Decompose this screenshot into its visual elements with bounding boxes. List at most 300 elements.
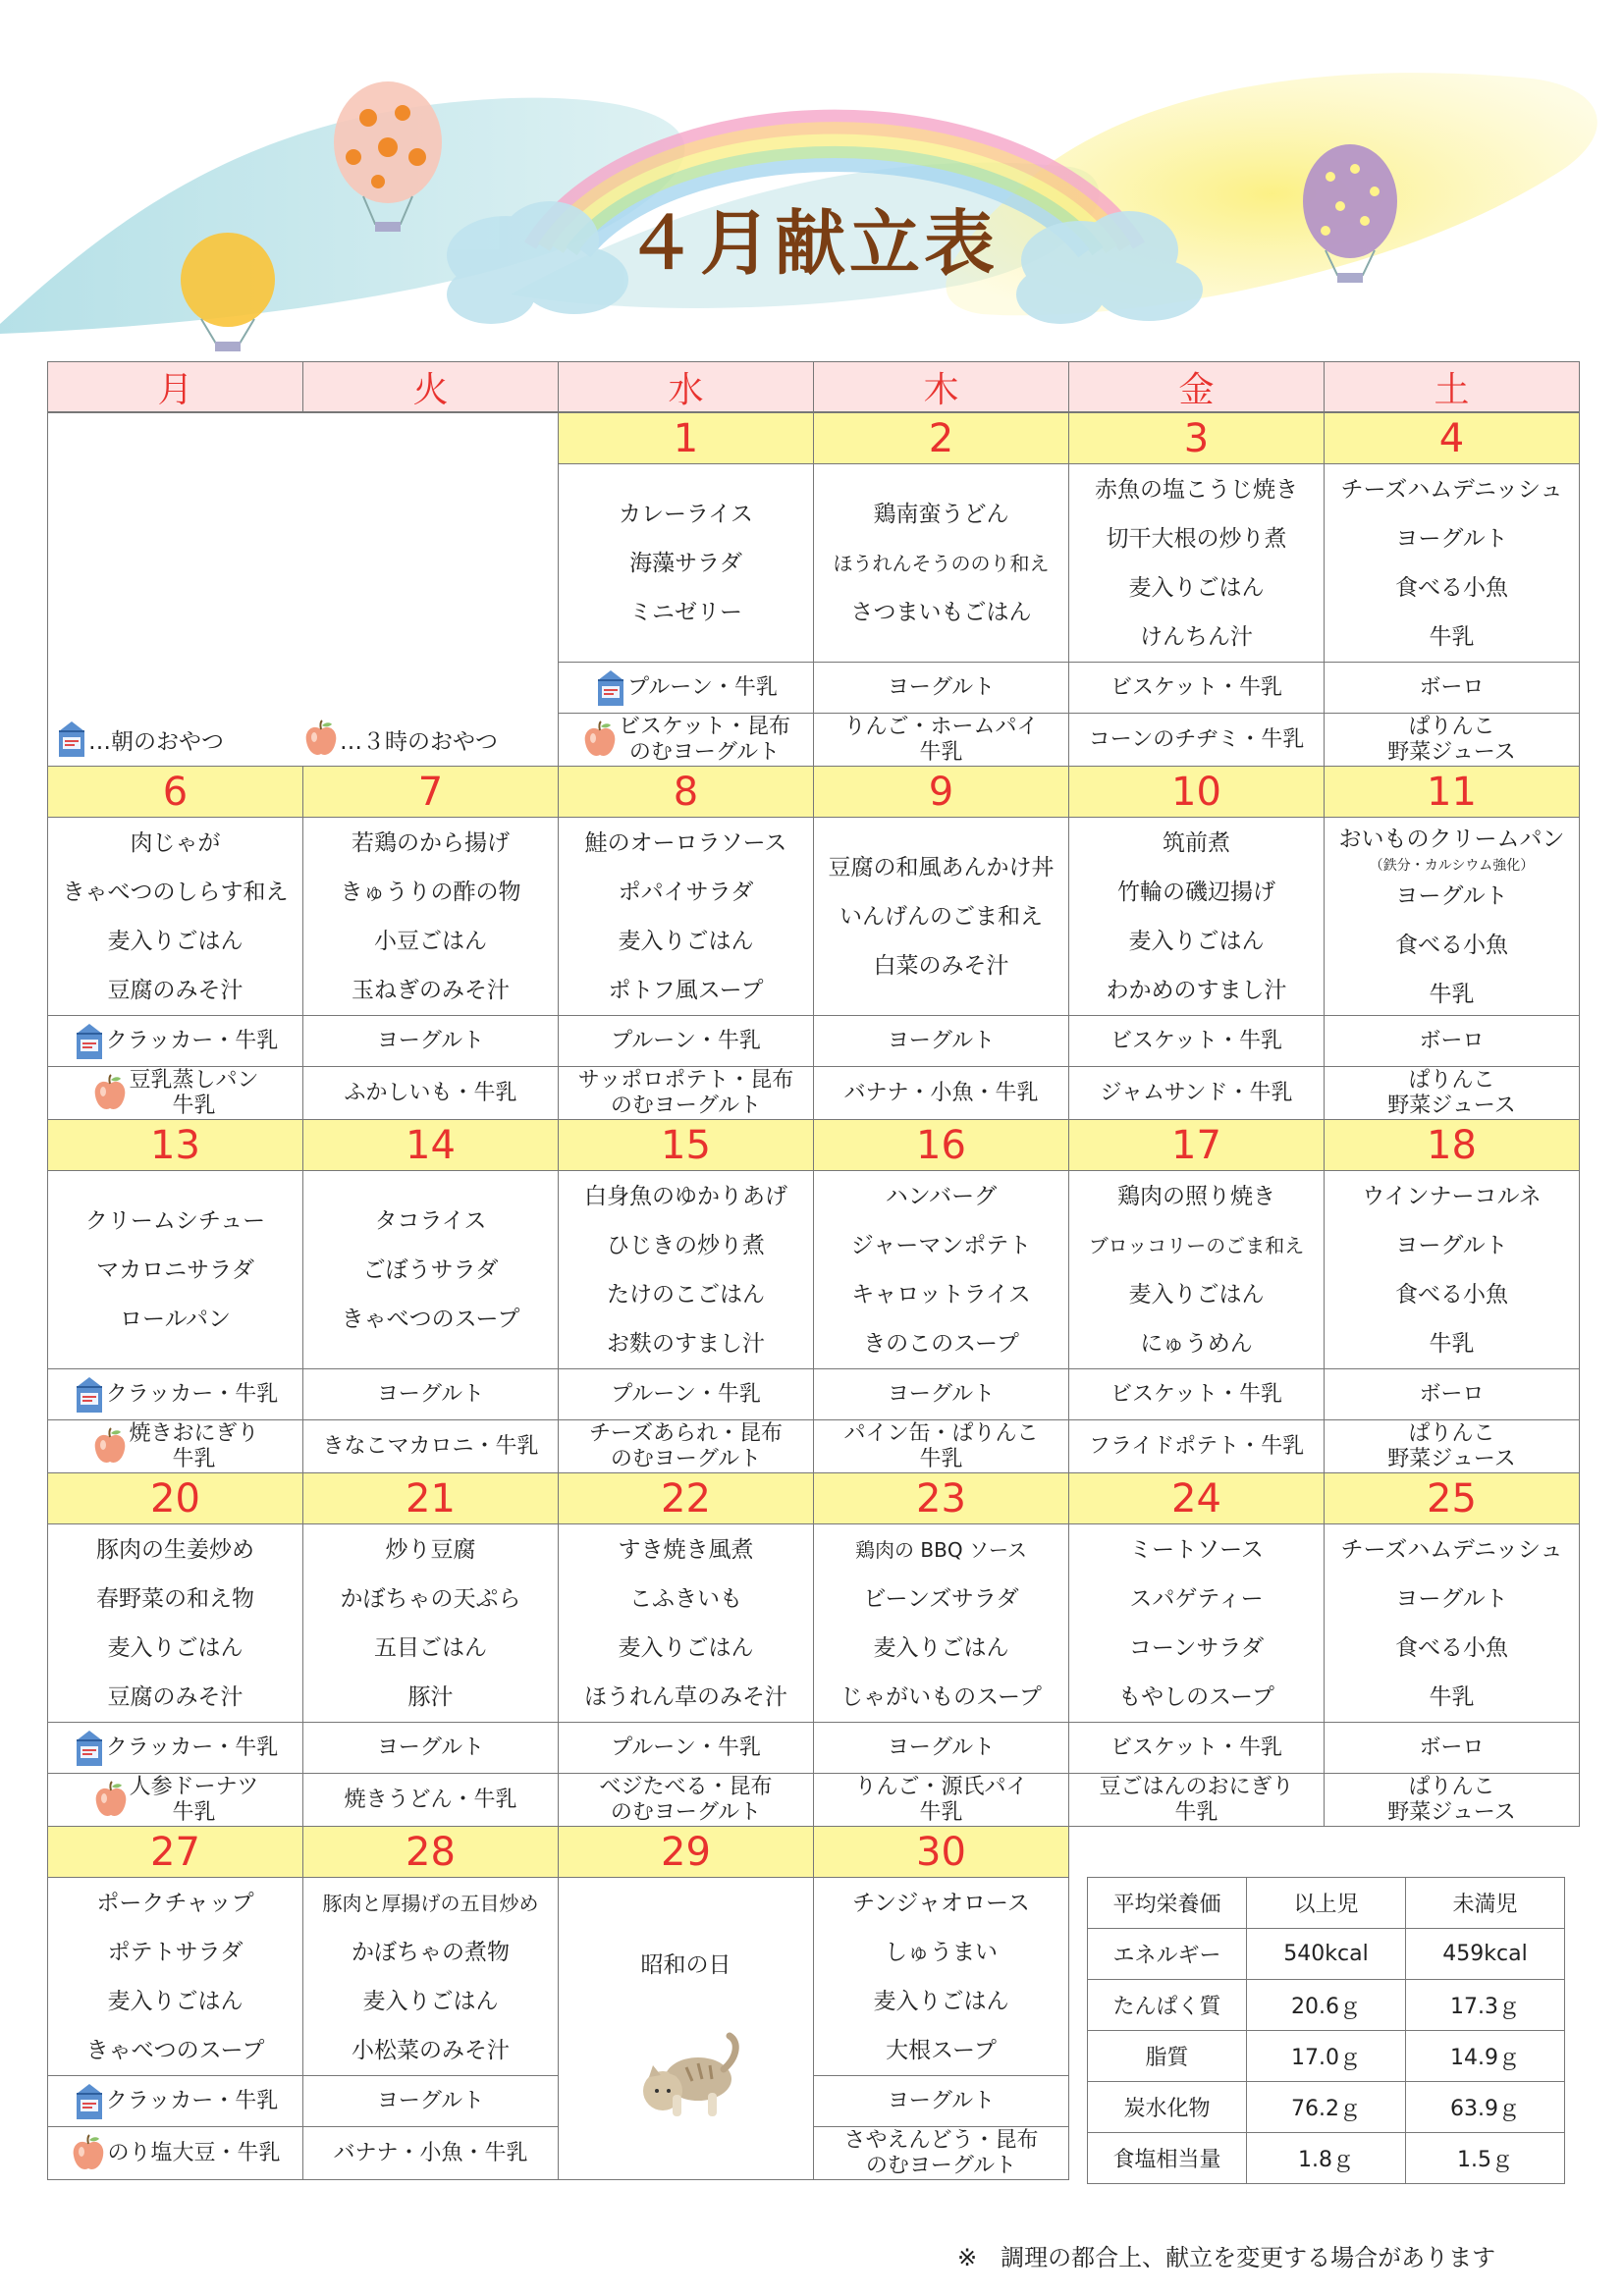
snack-lines [129, 1421, 258, 1472]
snack-lines [619, 715, 790, 766]
snack-text: クラッカー・牛乳 [105, 2088, 279, 2113]
weekday-label: 金 [1178, 369, 1215, 410]
menu-item: 五目ごはん [374, 1634, 487, 1661]
snack-text: ビスケット・牛乳 [1110, 674, 1282, 700]
menu-item: 牛乳 [1429, 1683, 1475, 1710]
date-cell [813, 1472, 1069, 1524]
menu-item: 鶏南蛮うどん [873, 501, 1009, 527]
morning-snack-cell [302, 1722, 559, 1774]
nutrition-cell: 炭水化物 [1087, 2081, 1247, 2133]
date-number: 17 [1171, 1122, 1221, 1168]
menu-item: 食べる小魚 [1395, 1281, 1508, 1308]
menu-item: カレーライス [618, 501, 754, 527]
snack-text: のむヨーグルト [610, 1093, 762, 1118]
snack-text: ヨーグルト [376, 2088, 485, 2113]
date-number: 6 [162, 769, 189, 815]
snack-lines [1100, 1081, 1292, 1106]
menu-item: ヨーグルト [1395, 1232, 1508, 1258]
menu-item: クリームシチュー [84, 1207, 266, 1234]
menu-item: 麦入りごはん [873, 1988, 1009, 2014]
snack-text: ヨーグルト [887, 1735, 996, 1760]
afternoon-snack [843, 1421, 1038, 1472]
snack-lines [1387, 715, 1515, 766]
snack-text: バナナ・小魚・牛乳 [333, 2140, 528, 2165]
lunch-menu-cell [1324, 1170, 1580, 1369]
date-number: 20 [150, 1475, 200, 1522]
weekday-label: 火 [412, 369, 449, 410]
morning-snack-cell [813, 662, 1069, 714]
menu-item: ヨーグルト [1395, 1585, 1508, 1612]
snack-text: プルーン・牛乳 [611, 1381, 761, 1407]
milk-carton-icon [594, 668, 627, 708]
footnote: ※ 調理の都合上、献立を変更する場合があります [957, 2244, 1496, 2271]
menu-item: 豆腐の和風あんかけ丼 [828, 854, 1055, 881]
nutrition-table [1087, 1877, 1564, 2183]
menu-item: キャロットライス [851, 1281, 1031, 1308]
menu-item: ミニゼリー [629, 599, 742, 625]
snack-text: 焼きうどん・牛乳 [344, 1787, 517, 1812]
menu-item: 大根スープ [886, 2037, 997, 2063]
afternoon-snack-cell [1068, 713, 1325, 767]
afternoon-snack [578, 1068, 794, 1119]
afternoon-snack-cell [813, 1066, 1069, 1120]
afternoon-snack-cell [813, 1773, 1069, 1827]
menu-item: ビーンズサラダ [863, 1585, 1019, 1612]
snack-text: ボーロ [1419, 1735, 1485, 1760]
menu-item: 鶏肉の照り焼き [1117, 1183, 1275, 1209]
morning-snack-cell [813, 1722, 1069, 1774]
morning-snack [611, 1382, 761, 1408]
date-number: 2 [928, 415, 954, 461]
date-cell [302, 766, 559, 818]
morning-snack [1419, 1382, 1484, 1408]
date-number: 28 [406, 1829, 456, 1875]
weekday-label: 月 [157, 369, 193, 410]
snack-text: ボーロ [1419, 1381, 1485, 1407]
snack-text: ボーロ [1419, 1028, 1485, 1053]
afternoon-snack [1387, 715, 1515, 766]
menu-item: ウインナーコルネ [1362, 1183, 1542, 1209]
morning-snack [1110, 675, 1282, 701]
lunch-menu-cell [1324, 1523, 1580, 1723]
snack-text: パイン缶・ぱりんこ [843, 1420, 1039, 1446]
menu-item: さつまいもごはん [850, 599, 1032, 625]
snack-text: ヨーグルト [376, 1735, 485, 1760]
morning-snack [73, 2082, 279, 2121]
snack-text: さやえんどう・昆布 [843, 2127, 1039, 2153]
afternoon-snack [1099, 1775, 1293, 1826]
menu-item: しゅうまい [885, 1939, 998, 1965]
date-number: 30 [916, 1829, 966, 1875]
morning-snack [1419, 1029, 1484, 1054]
lunch-menu-cell [558, 1170, 814, 1369]
afternoon-snack-cell [1324, 1419, 1580, 1473]
snack-lines [843, 2128, 1038, 2179]
menu-item: かぼちゃの煮物 [352, 1939, 510, 1965]
menu-item: 鮭のオーロラソース [584, 829, 787, 856]
snack-text: のむヨーグルト [865, 2153, 1017, 2178]
morning-snack-cell [1068, 662, 1325, 714]
snack-text: クラッカー・牛乳 [105, 1381, 279, 1407]
date-cell [47, 1826, 303, 1878]
afternoon-snack [322, 1434, 538, 1460]
snack-text: ヨーグルト [376, 1381, 485, 1407]
date-cell [813, 766, 1069, 818]
menu-item: ほうれんそうののり和え [833, 551, 1050, 575]
menu-item: チーズハムデニッシュ [1340, 1536, 1563, 1563]
morning-snack [1110, 1029, 1282, 1054]
snack-text: クラッカー・牛乳 [105, 1735, 279, 1760]
milk-carton-icon [73, 1022, 106, 1061]
nutrition-cell: たんぱく質 [1087, 1979, 1247, 2031]
lunch-menu-cell [47, 1523, 303, 1723]
menu-item: 竹輪の磯辺揚げ [1117, 879, 1275, 905]
snack-text: 野菜ジュース [1387, 1093, 1516, 1118]
afternoon-snack [91, 1068, 258, 1119]
morning-snack-cell [47, 2075, 303, 2127]
date-number: 9 [928, 769, 954, 815]
snack-lines [1387, 1775, 1515, 1826]
menu-item: きのこのスープ [863, 1330, 1019, 1357]
morning-snack-cell [302, 2075, 559, 2127]
snack-text: ビスケット・昆布 [619, 714, 790, 739]
menu-item: ヨーグルト [1395, 525, 1508, 552]
snack-text: のり塩大豆・牛乳 [107, 2140, 281, 2165]
menu-item: にゅうめん [1140, 1330, 1253, 1357]
snack-lines [130, 1775, 259, 1826]
snack-lines [1089, 1434, 1304, 1460]
menu-item: 肉じゃが [130, 829, 221, 856]
snack-lines [854, 1775, 1027, 1826]
date-cell [1324, 412, 1580, 464]
snack-lines [344, 1081, 516, 1106]
nutrition-cell: 540kcal [1246, 1928, 1406, 1980]
menu-item: コーンサラダ [1128, 1634, 1265, 1661]
menu-item: 鶏肉の BBQ ソース [855, 1537, 1027, 1562]
afternoon-snack-cell [1324, 713, 1580, 767]
lunch-menu-cell [1324, 463, 1580, 663]
afternoon-snack [843, 1081, 1038, 1106]
snack-text: ボーロ [1419, 674, 1485, 700]
date-cell [1068, 412, 1325, 464]
date-cell [813, 1826, 1069, 1878]
snack-text: ヨーグルト [887, 1028, 996, 1053]
afternoon-snack-cell [47, 1419, 303, 1473]
snack-text: クラッカー・牛乳 [105, 1028, 279, 1053]
date-cell [558, 1472, 814, 1524]
afternoon-snack [1100, 1081, 1292, 1106]
morning-snack-cell [813, 1015, 1069, 1067]
lunch-menu-cell [1068, 463, 1325, 663]
afternoon-snack-cell [813, 2126, 1069, 2180]
milk-carton-icon [73, 2082, 106, 2121]
menu-item: きゃべつのスープ [341, 1306, 520, 1332]
afternoon-snack-cell [302, 2126, 559, 2180]
menu-item: ブロッコリーのごま和え [1088, 1233, 1305, 1257]
date-number: 4 [1438, 415, 1465, 461]
morning-snack [888, 2089, 995, 2114]
morning-snack-cell [813, 2075, 1069, 2127]
morning-snack [73, 1375, 279, 1415]
nutrition-cell: 20.6ｇ [1246, 1979, 1406, 2031]
afternoon-snack [344, 1788, 516, 1813]
apple-icon [70, 2134, 107, 2173]
menu-item: 豚肉と厚揚げの五目炒め [322, 1891, 539, 1915]
afternoon-snack-cell [47, 1773, 303, 1827]
holiday-cell [558, 1877, 814, 2180]
date-number: 10 [1171, 769, 1221, 815]
morning-snack-cell [47, 1015, 303, 1067]
date-cell [1068, 766, 1325, 818]
cat-illustration [627, 2018, 745, 2126]
date-number: 25 [1427, 1475, 1477, 1522]
weekday-header [47, 361, 303, 412]
date-cell [47, 1472, 303, 1524]
menu-item: 麦入りごはん [107, 928, 244, 954]
date-number: 7 [417, 769, 444, 815]
menu-item: 牛乳 [1429, 981, 1475, 1007]
snack-text: ジャムサンド・牛乳 [1100, 1080, 1293, 1105]
menu-item: いんげんのごま和え [839, 903, 1043, 930]
lunch-menu-cell [47, 1877, 303, 2076]
weekday-header [558, 361, 814, 412]
nutrition-cell: 脂質 [1087, 2030, 1247, 2082]
lunch-menu-cell [813, 1877, 1069, 2076]
lunch-menu-cell [813, 1170, 1069, 1369]
afternoon-snack [843, 715, 1038, 766]
morning-snack-cell [558, 1015, 814, 1067]
nutrition-cell: 14.9ｇ [1405, 2030, 1565, 2082]
lunch-menu-cell [558, 817, 814, 1016]
date-cell [302, 1826, 559, 1878]
lunch-menu-cell [1068, 1170, 1325, 1369]
date-cell [302, 1119, 559, 1171]
morning-snack-cell [47, 1722, 303, 1774]
date-cell [813, 1119, 1069, 1171]
menu-item-note: （鉄分・カルシウム強化） [1369, 857, 1535, 874]
morning-snack [611, 1029, 761, 1054]
snack-text: バナナ・小魚・牛乳 [843, 1080, 1039, 1105]
snack-text: 牛乳 [172, 1093, 216, 1118]
nutrition-cell: 1.8ｇ [1246, 2132, 1406, 2184]
afternoon-snack [1387, 1068, 1515, 1119]
morning-snack [1110, 1382, 1282, 1408]
menu-item: 豆腐のみそ汁 [107, 1683, 244, 1710]
morning-snack [888, 1382, 995, 1408]
snack-text: プルーン・牛乳 [611, 1735, 761, 1760]
date-cell [558, 1826, 814, 1878]
snack-text: ぱりんこ [1408, 714, 1495, 739]
date-cell [47, 1119, 303, 1171]
date-cell [558, 1119, 814, 1171]
menu-item: 牛乳 [1429, 1330, 1475, 1357]
menu-item: お麩のすまし汁 [607, 1330, 765, 1357]
menu-item: 切干大根の炒り煮 [1106, 525, 1287, 552]
snack-lines [599, 1775, 772, 1826]
afternoon-snack-cell [558, 1066, 814, 1120]
snack-text: プルーン・牛乳 [627, 674, 778, 700]
menu-item: 麦入りごはん [618, 928, 754, 954]
menu-item: たけのこごはん [607, 1281, 765, 1308]
lunch-menu-cell [302, 817, 559, 1016]
morning-snack [1419, 675, 1484, 701]
afternoon-snack-cell [302, 1419, 559, 1473]
menu-item: ごぼうサラダ [362, 1256, 499, 1283]
menu-item: 麦入りごはん [107, 1634, 244, 1661]
date-cell [1068, 1472, 1325, 1524]
morning-snack [888, 1029, 995, 1054]
menu-item: 春野菜の和え物 [96, 1585, 254, 1612]
snack-text: ビスケット・牛乳 [1110, 1028, 1282, 1053]
morning-snack [377, 1029, 484, 1054]
afternoon-snack-cell [1324, 1066, 1580, 1120]
date-number: 16 [916, 1122, 966, 1168]
snack-text: チーズあられ・昆布 [589, 1420, 783, 1446]
snack-text: 人参ドーナツ [129, 1774, 259, 1799]
menu-item: きゅうりの酢の物 [340, 879, 521, 905]
snack-text: 野菜ジュース [1387, 1446, 1516, 1471]
afternoon-snack [1387, 1421, 1515, 1472]
milk-carton-icon [55, 720, 88, 759]
date-number: 23 [916, 1475, 966, 1522]
afternoon-snack [92, 1775, 259, 1826]
menu-item: もやしのスープ [1118, 1683, 1274, 1710]
morning-snack [73, 1729, 279, 1768]
date-number: 8 [673, 769, 699, 815]
menu-item: 赤魚の塩こうじ焼き [1095, 476, 1298, 503]
snack-lines [1387, 1421, 1515, 1472]
afternoon-snack [581, 715, 790, 766]
morning-snack [73, 1022, 279, 1061]
date-number: 15 [661, 1122, 711, 1168]
date-number: 27 [150, 1829, 200, 1875]
afternoon-snack-cell [47, 2126, 303, 2180]
menu-item: 海藻サラダ [629, 550, 742, 576]
date-number: 29 [661, 1829, 711, 1875]
lunch-menu-cell [302, 1877, 559, 2076]
weekday-header [813, 361, 1069, 412]
weekday-header [1068, 361, 1325, 412]
menu-item: ポパイサラダ [618, 879, 754, 905]
snack-text: 牛乳 [919, 1446, 963, 1471]
legend-morning [55, 713, 224, 766]
date-cell [813, 412, 1069, 464]
weekday-label: 木 [923, 369, 959, 410]
menu-item: 豆腐のみそ汁 [107, 977, 244, 1003]
menu-item: 白身魚のゆかりあげ [584, 1183, 787, 1209]
snack-text: フライドポテト・牛乳 [1088, 1433, 1305, 1459]
menu-item: 筑前煮 [1163, 829, 1230, 856]
date-cell [1324, 1472, 1580, 1524]
menu-item: 麦入りごはん [362, 1988, 499, 2014]
afternoon-snack-cell [302, 1773, 559, 1827]
snack-text: ふかしいも・牛乳 [344, 1080, 517, 1105]
menu-item: 食べる小魚 [1395, 1634, 1508, 1661]
snack-lines [843, 1081, 1038, 1106]
snack-lines [344, 1788, 516, 1813]
menu-item: ミートソース [1129, 1536, 1264, 1563]
snack-lines [333, 2141, 527, 2166]
morning-snack-cell [1068, 1368, 1325, 1420]
afternoon-snack [91, 1421, 258, 1472]
snack-text: ビスケット・牛乳 [1110, 1735, 1282, 1760]
snack-lines [589, 1421, 783, 1472]
menu-item: 小豆ごはん [374, 928, 487, 954]
snack-text: 牛乳 [1174, 1799, 1218, 1825]
snack-text: ビスケット・牛乳 [1110, 1381, 1282, 1407]
morning-snack [611, 1735, 761, 1761]
menu-item: けんちん汁 [1140, 623, 1253, 650]
date-number: 21 [406, 1475, 456, 1522]
afternoon-snack [333, 2141, 527, 2166]
menu-item: タコライス [374, 1207, 487, 1234]
snack-text: 豆乳蒸しパン [129, 1067, 259, 1093]
nutrition-header-cell: 以上児 [1246, 1877, 1406, 1929]
apple-icon [91, 1074, 129, 1113]
lunch-menu-cell [1324, 817, 1580, 1016]
nutrition-cell: エネルギー [1087, 1928, 1247, 1980]
nutrition-cell: 63.9ｇ [1405, 2081, 1565, 2133]
menu-item: ポトフ風スープ [608, 977, 764, 1003]
lunch-menu-cell [47, 1170, 303, 1369]
morning-snack [594, 668, 778, 708]
morning-snack-cell [558, 1368, 814, 1420]
morning-snack-cell [1324, 1368, 1580, 1420]
milk-carton-icon [73, 1375, 106, 1415]
afternoon-snack [1089, 1434, 1304, 1460]
afternoon-snack-cell [558, 1773, 814, 1827]
menu-item: 食べる小魚 [1395, 932, 1508, 958]
snack-lines [1099, 1775, 1293, 1826]
menu-item: きゃべつのスープ [85, 2037, 265, 2063]
menu-item: 豚肉の生姜炒め [96, 1536, 254, 1563]
snack-lines [843, 1421, 1038, 1472]
afternoon-snack [599, 1775, 772, 1826]
lunch-menu-cell [1068, 817, 1325, 1016]
date-number: 1 [673, 415, 699, 461]
snack-text: ヨーグルト [887, 1381, 996, 1407]
menu-item: おいものクリームパン [1338, 826, 1565, 852]
legend-morning-label: …朝のおやつ [88, 728, 224, 755]
afternoon-snack-cell [1068, 1066, 1325, 1120]
morning-snack [888, 1735, 995, 1761]
menu-item: ヨーグルト [1395, 882, 1508, 909]
legend-afternoon-label: …３時のおやつ [340, 728, 498, 755]
menu-item: すき焼き風煮 [618, 1536, 754, 1563]
snack-text: ヨーグルト [376, 1028, 485, 1053]
afternoon-snack [344, 1081, 516, 1106]
menu-item: 白菜のみそ汁 [873, 952, 1009, 979]
menu-item: 麦入りごはん [873, 1634, 1009, 1661]
menu-item: ハンバーグ [885, 1183, 998, 1209]
lunch-menu-cell [1068, 1523, 1325, 1723]
snack-text: りんご・源氏パイ [854, 1774, 1028, 1799]
snack-text: 野菜ジュース [1387, 739, 1516, 765]
snack-text: 豆ごはんのおにぎり [1099, 1774, 1294, 1799]
morning-snack-cell [813, 1368, 1069, 1420]
menu-item: ほうれん草のみそ汁 [584, 1683, 787, 1710]
afternoon-snack-cell [813, 1419, 1069, 1473]
snack-text: サッポロポテト・昆布 [577, 1067, 794, 1093]
date-number: 24 [1171, 1475, 1221, 1522]
afternoon-snack-cell [302, 1066, 559, 1120]
snack-text: のむヨーグルト [610, 1446, 762, 1471]
afternoon-snack-cell [1068, 1419, 1325, 1473]
nutrition-cell: 17.3ｇ [1405, 1979, 1565, 2031]
lunch-menu-cell [302, 1523, 559, 1723]
menu-item: 若鶏のから揚げ [352, 829, 510, 856]
snack-text: 牛乳 [919, 739, 963, 765]
